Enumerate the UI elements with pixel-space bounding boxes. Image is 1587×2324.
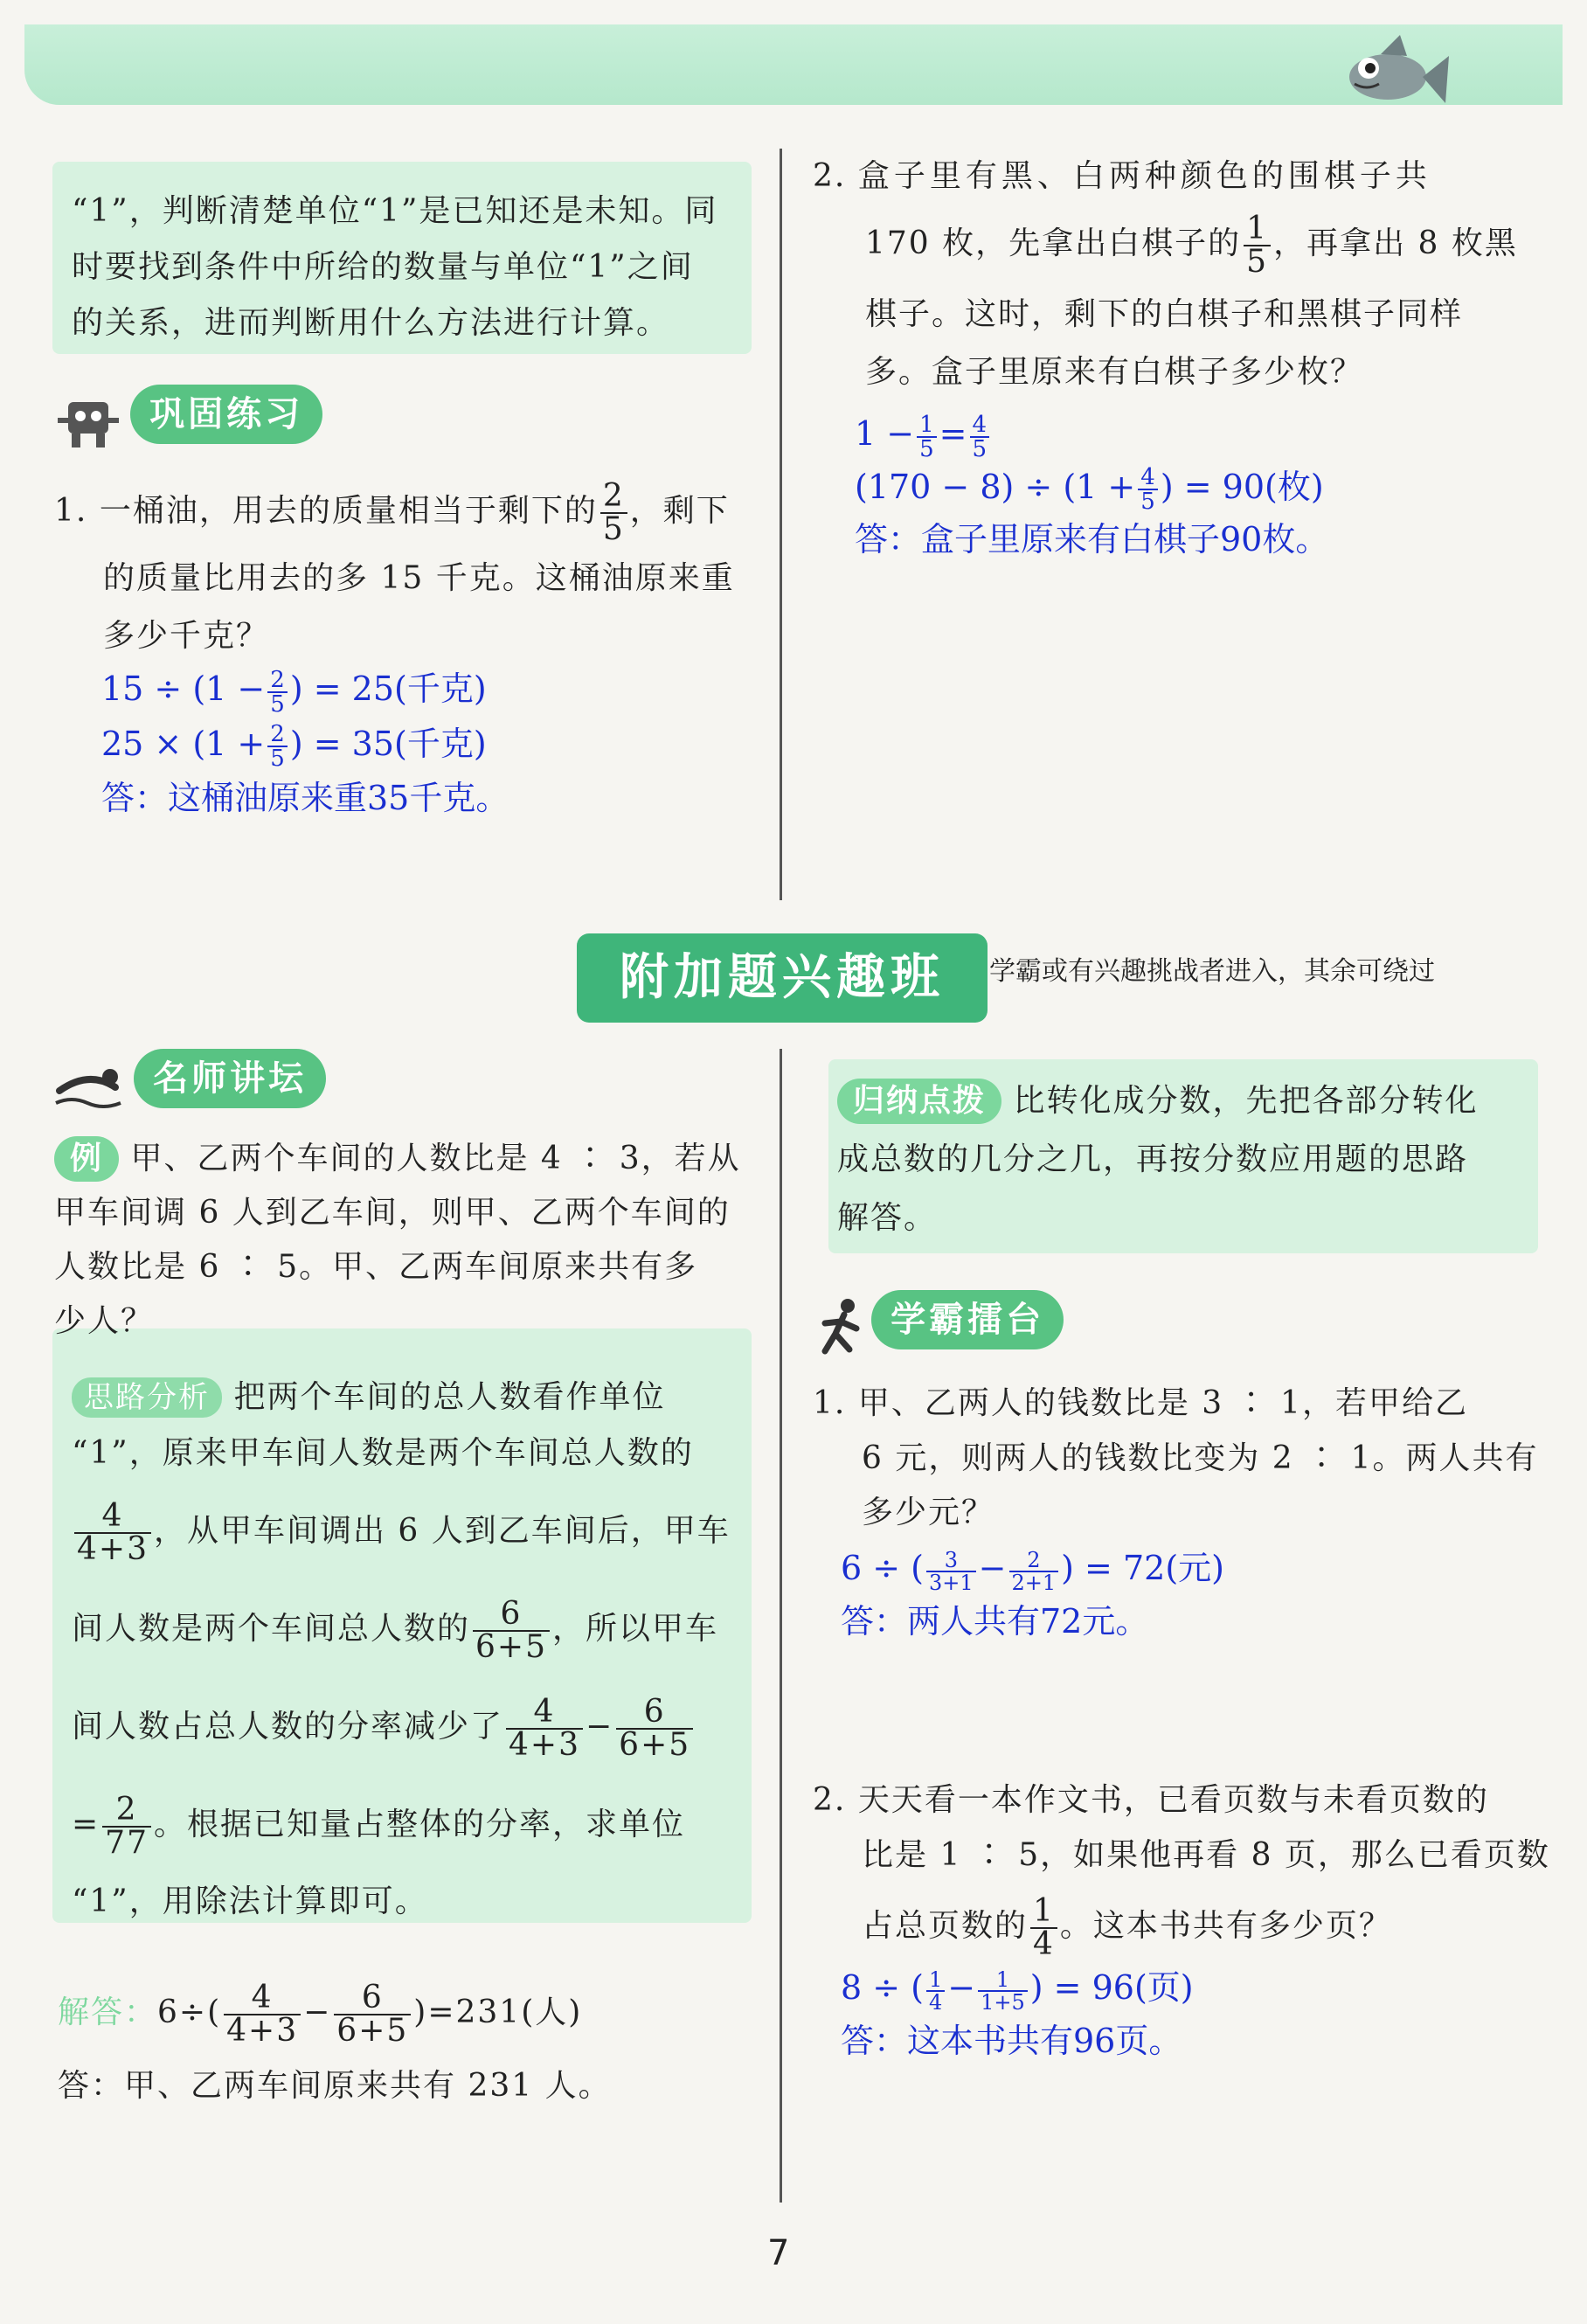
- answer-equation: −: [947, 1968, 976, 2007]
- analysis-text: “1”，原来甲车间人数是两个车间总人数的: [72, 1435, 694, 1471]
- answer-equation: ) = 35(千克): [289, 724, 487, 763]
- answer-equation: ) = 96(页): [1029, 1968, 1194, 2007]
- section-header-practice: [54, 385, 322, 449]
- fraction: $\frac{3}{3+1}$: [926, 1550, 976, 1593]
- question-text: 比是 1 ∶ 5，如果他再看 8 页，那么已看页数: [862, 1837, 1550, 1873]
- fraction: $\frac{4}{4+3}$: [224, 1982, 301, 2047]
- fraction: $\frac{2}{77}$: [102, 1794, 151, 1859]
- answer-text: 答：两人共有72元。: [841, 1601, 1149, 1641]
- answer-equation: 1 −: [855, 414, 915, 453]
- fraction: $\frac{6}{6+5}$: [334, 1982, 411, 2047]
- intro-line: “1”，判断清楚单位“1”是已知还是未知。同: [72, 193, 718, 229]
- analysis-tag: 思路分析: [72, 1377, 222, 1418]
- question-number: 1.: [54, 493, 88, 529]
- question-text: 6 元，则两人的钱数比变为 2 ∶ 1。两人共有: [862, 1440, 1539, 1476]
- analysis-block: [72, 1370, 731, 1930]
- example-text: 少人？: [54, 1303, 155, 1339]
- answer-equation: ) = 72(元): [1061, 1549, 1224, 1587]
- robot-icon: [54, 395, 126, 449]
- answer-equation: ) = 25(千克): [289, 669, 487, 708]
- example-text: 人数比是 6 ∶ 5。甲、乙两车间原来共有多: [54, 1249, 698, 1285]
- example-tag: 例: [54, 1136, 119, 1182]
- fraction: $\frac{4}{4+3}$: [506, 1696, 583, 1761]
- summary-tag: 归纳点拨: [837, 1079, 1001, 1124]
- summary-text: 比转化成分数，先把各部分转化: [1013, 1083, 1479, 1119]
- question-text: 。这本书共有多少页？: [1059, 1908, 1392, 1944]
- question-text: 天天看一本作文书，已看页数与未看页数的: [857, 1782, 1489, 1818]
- section-header-arena: [814, 1290, 1064, 1358]
- question-text: 棋子。这时，剩下的白棋子和黑棋子同样: [865, 296, 1464, 332]
- example-block: [54, 1132, 741, 1349]
- fraction: $\frac{6}{6+5}$: [616, 1696, 693, 1761]
- answer-2: [855, 411, 1328, 562]
- answer-text: 答：盒子里原来有白棋子90枚。: [855, 520, 1329, 558]
- runner-icon: [814, 1297, 867, 1358]
- question-2: [813, 149, 1518, 399]
- fraction: $\frac{1}{5}$: [1244, 213, 1271, 278]
- answer-1: [101, 666, 509, 821]
- question-text: ，再拿出 8 枚黑: [1273, 225, 1518, 261]
- arena-answer-2: [841, 1965, 1194, 2064]
- fraction: $\frac{1}{5}$: [917, 413, 937, 461]
- fish-icon: [1337, 26, 1451, 122]
- header-band: [24, 24, 1563, 105]
- question-text: 盒子里有黑、白两种颜色的围棋子共: [857, 158, 1431, 194]
- fraction: $\frac{1}{4}$: [926, 1969, 945, 2013]
- analysis-text: 把两个车间的总人数看作单位: [233, 1379, 666, 1415]
- question-1: [54, 478, 735, 661]
- fraction: $\frac{4}{5}$: [970, 413, 990, 461]
- column-divider-top: [780, 149, 782, 900]
- question-text: 170 枚，先拿出白棋子的: [865, 225, 1242, 261]
- arena-answer-1: [841, 1545, 1224, 1644]
- question-text: 占总页数的: [862, 1908, 1029, 1944]
- question-number: 2.: [813, 158, 847, 194]
- section-title: 学霸擂台: [871, 1290, 1064, 1349]
- answer-equation: 25 × (1 +: [101, 724, 266, 763]
- fraction: $\frac{2}{2+1}$: [1009, 1550, 1059, 1593]
- answer-equation: =: [939, 414, 967, 453]
- column-divider-bottom: [780, 1049, 782, 2203]
- summary-block: [837, 1073, 1478, 1246]
- analysis-text: =: [72, 1807, 100, 1842]
- swimmer-icon: [54, 1065, 129, 1108]
- analysis-text: 间人数占总人数的分率减少了: [72, 1709, 504, 1745]
- page-number: 7: [767, 2233, 790, 2273]
- fraction: $\frac{2}{5}$: [267, 723, 288, 770]
- answer-text: 答：这本书共有96页。: [841, 2021, 1182, 2060]
- analysis-text: 。根据已知量占整体的分率，求单位: [153, 1807, 685, 1842]
- section-title: 巩固练习: [130, 385, 322, 444]
- example-text: 甲车间调 6 人到乙车间，则甲、乙两个车间的: [54, 1195, 731, 1231]
- analysis-text: ，所以甲车: [552, 1611, 719, 1647]
- fraction: $\frac{1}{1+5}$: [978, 1969, 1028, 2013]
- answer-equation: 8 ÷ (: [841, 1968, 924, 2007]
- answer-equation: 6 ÷ (: [841, 1549, 924, 1587]
- fraction: $\frac{2}{5}$: [600, 481, 627, 545]
- analysis-text: −: [586, 1709, 614, 1745]
- answer-text: 答：这桶油原来重35千克。: [101, 779, 509, 817]
- solution-text: −: [303, 1994, 332, 2030]
- final-answer: 答：甲、乙两车间原来共有 231 人。: [58, 2068, 612, 2104]
- analysis-text: “1”，用除法计算即可。: [72, 1883, 428, 1919]
- question-text: 多少元？: [862, 1495, 995, 1530]
- fraction: $\frac{4}{4+3}$: [74, 1501, 151, 1565]
- question-text: ，剩下: [629, 493, 730, 529]
- arena-question-1: [813, 1376, 1539, 1540]
- fraction: $\frac{4}{5}$: [1138, 466, 1158, 513]
- bonus-banner-title: 附加题兴趣班: [577, 933, 988, 1023]
- summary-text: 成总数的几分之几，再按分数应用题的思路: [837, 1141, 1469, 1177]
- fraction: $\frac{2}{5}$: [267, 669, 288, 716]
- question-text: 多。盒子里原来有白棋子多少枚？: [865, 354, 1364, 390]
- fraction: $\frac{6}{6+5}$: [473, 1599, 550, 1663]
- question-text: 的质量比用去的多 15 千克。这桶油原来重: [103, 560, 735, 596]
- solution-block: [58, 1971, 612, 2118]
- question-text: 一桶油，用去的质量相当于剩下的: [99, 493, 598, 529]
- intro-text: [72, 184, 717, 351]
- bonus-banner-note: 学霸或有兴趣挑战者进入，其余可绕过: [989, 956, 1435, 987]
- analysis-text: ，从甲车间调出 6 人到乙车间后，甲车: [153, 1513, 731, 1549]
- question-number: 1.: [813, 1385, 847, 1421]
- answer-equation: −: [978, 1549, 1007, 1587]
- example-text: 甲、乙两个车间的人数比是 4 ∶ 3，若从: [130, 1141, 741, 1176]
- question-number: 2.: [813, 1782, 847, 1818]
- analysis-text: 间人数是两个车间总人数的: [72, 1611, 471, 1647]
- section-title: 名师讲坛: [134, 1049, 326, 1108]
- intro-line: 的关系，进而判断用什么方法进行计算。: [72, 305, 670, 341]
- arena-question-2: [813, 1772, 1550, 1970]
- answer-equation: 15 ÷ (1 −: [101, 669, 266, 708]
- solution-text: 6÷(: [157, 1994, 222, 2030]
- intro-line: 时要找到条件中所给的数量与单位“1”之间: [72, 249, 694, 285]
- fraction: $\frac{1}{4}$: [1030, 1896, 1057, 1960]
- solution-tag: 解答：: [58, 1994, 158, 2030]
- question-text: 甲、乙两人的钱数比是 3 ∶ 1，若甲给乙: [857, 1385, 1468, 1421]
- question-text: 多少千克？: [103, 618, 270, 654]
- section-header-teacher: [54, 1049, 326, 1108]
- summary-text: 解答。: [837, 1200, 938, 1236]
- solution-text: )=231(人): [413, 1994, 583, 2030]
- answer-equation: ) = 90(枚): [1160, 467, 1324, 506]
- answer-equation: (170 − 8) ÷ (1 +: [855, 467, 1136, 506]
